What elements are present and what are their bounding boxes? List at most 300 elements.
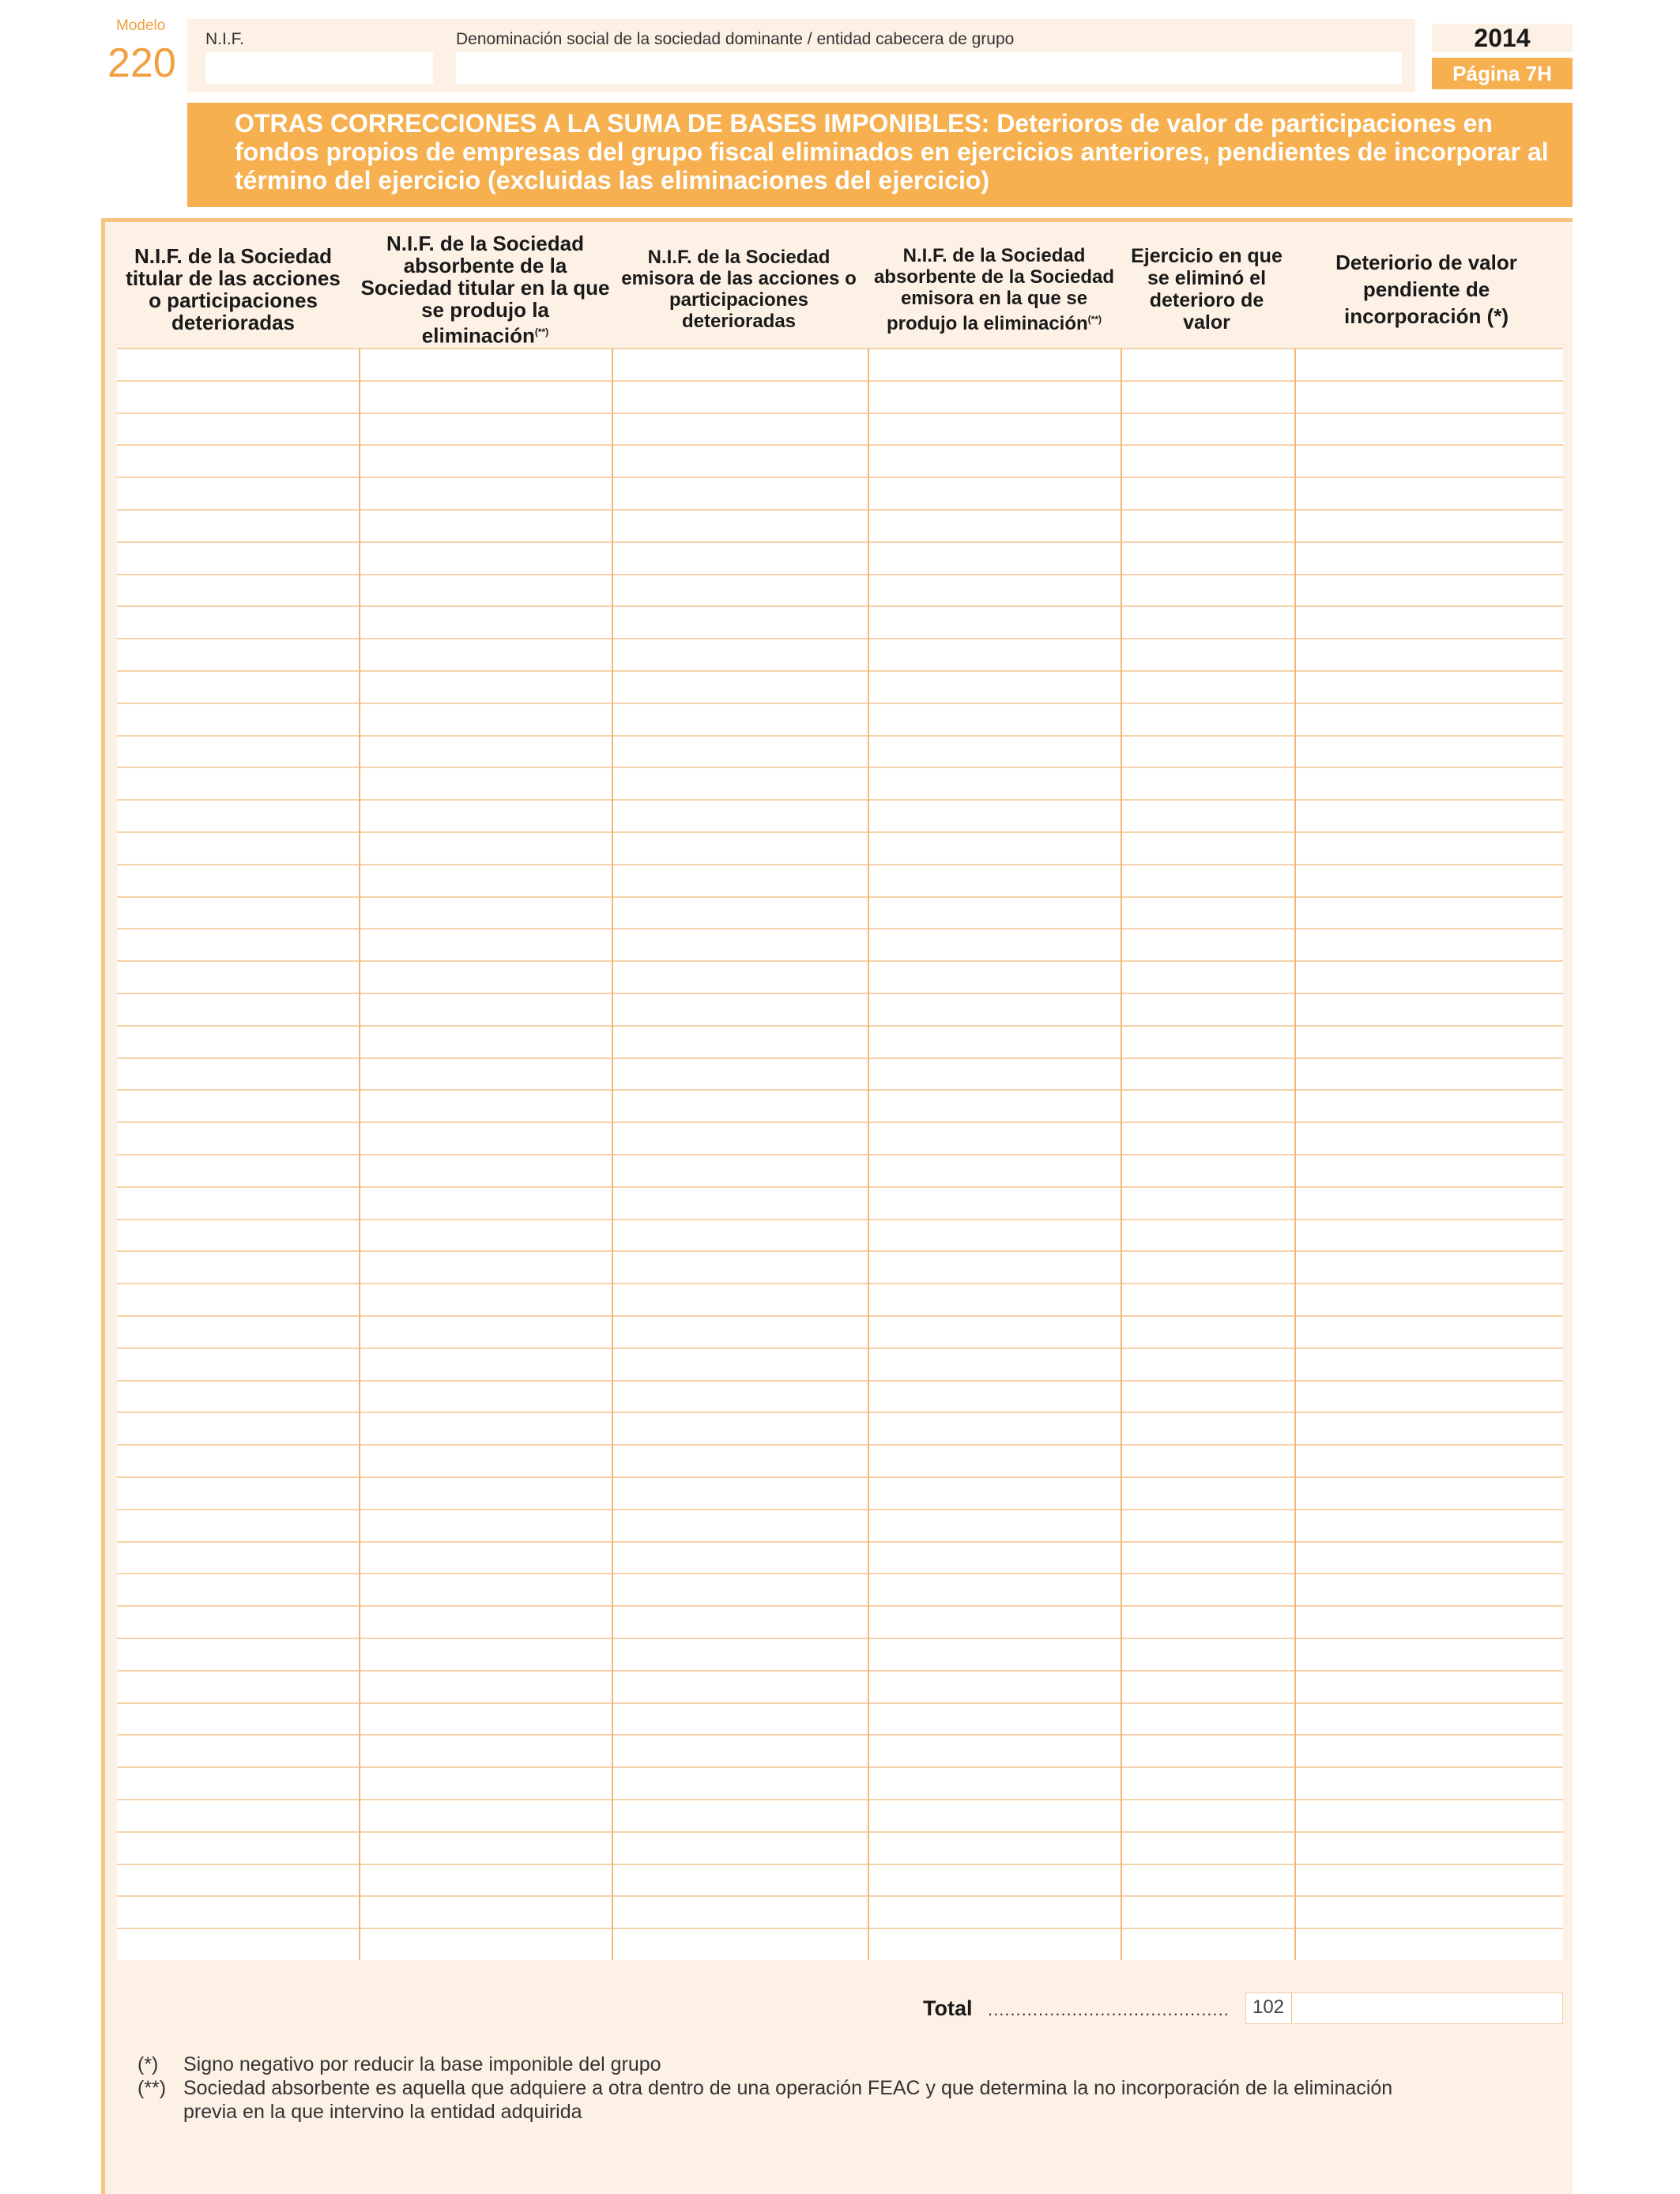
table-cell[interactable] xyxy=(359,1865,612,1896)
table-cell[interactable] xyxy=(359,1833,612,1864)
table-cell[interactable] xyxy=(117,607,359,638)
table-cell[interactable] xyxy=(1294,543,1563,574)
table-cell[interactable] xyxy=(868,1317,1121,1348)
table-cell[interactable] xyxy=(1121,1446,1294,1476)
table-cell[interactable] xyxy=(1294,1478,1563,1509)
table-cell[interactable] xyxy=(1121,672,1294,703)
table-cell[interactable] xyxy=(868,833,1121,864)
table-cell[interactable] xyxy=(868,1897,1121,1928)
table-cell[interactable] xyxy=(612,962,868,993)
table-cell[interactable] xyxy=(1121,1897,1294,1928)
table-cell[interactable] xyxy=(1294,1510,1563,1541)
table-cell[interactable] xyxy=(359,962,612,993)
table-cell[interactable] xyxy=(1121,1478,1294,1509)
table-cell[interactable] xyxy=(117,994,359,1025)
table-cell[interactable] xyxy=(1121,1543,1294,1574)
table-cell[interactable] xyxy=(359,1027,612,1057)
table-cell[interactable] xyxy=(117,1027,359,1057)
table-cell[interactable] xyxy=(1121,639,1294,670)
table-cell[interactable] xyxy=(117,1897,359,1928)
table-cell[interactable] xyxy=(868,994,1121,1025)
table-cell[interactable] xyxy=(1121,833,1294,864)
table-cell[interactable] xyxy=(868,1704,1121,1735)
table-cell[interactable] xyxy=(868,414,1121,445)
table-cell[interactable] xyxy=(1121,768,1294,799)
table-cell[interactable] xyxy=(868,1349,1121,1380)
table-cell[interactable] xyxy=(868,1800,1121,1831)
table-cell[interactable] xyxy=(117,737,359,767)
table-cell[interactable] xyxy=(117,1607,359,1638)
table-cell[interactable] xyxy=(1121,478,1294,509)
table-cell[interactable] xyxy=(1294,1607,1563,1638)
table-cell[interactable] xyxy=(612,1252,868,1283)
table-cell[interactable] xyxy=(359,1543,612,1574)
table-cell[interactable] xyxy=(612,478,868,509)
table-cell[interactable] xyxy=(1121,1865,1294,1896)
table-cell[interactable] xyxy=(868,511,1121,541)
table-cell[interactable] xyxy=(359,1897,612,1928)
table-cell[interactable] xyxy=(868,478,1121,509)
table-cell[interactable] xyxy=(117,1639,359,1670)
table-cell[interactable] xyxy=(117,382,359,413)
table-cell[interactable] xyxy=(1294,1059,1563,1090)
table-cell[interactable] xyxy=(868,1091,1121,1122)
table-cell[interactable] xyxy=(117,801,359,831)
table-cell[interactable] xyxy=(612,704,868,735)
table-cell[interactable] xyxy=(1121,704,1294,735)
table-cell[interactable] xyxy=(1294,1639,1563,1670)
table-cell[interactable] xyxy=(1121,1510,1294,1541)
table-cell[interactable] xyxy=(612,801,868,831)
table-cell[interactable] xyxy=(359,929,612,960)
table-cell[interactable] xyxy=(117,1188,359,1219)
table-cell[interactable] xyxy=(1294,607,1563,638)
table-cell[interactable] xyxy=(1294,1865,1563,1896)
table-cell[interactable] xyxy=(117,1155,359,1186)
table-cell[interactable] xyxy=(612,446,868,477)
table-cell[interactable] xyxy=(359,1413,612,1444)
table-cell[interactable] xyxy=(359,1639,612,1670)
table-cell[interactable] xyxy=(612,1091,868,1122)
table-cell[interactable] xyxy=(1121,1768,1294,1799)
table-cell[interactable] xyxy=(359,1736,612,1766)
table-cell[interactable] xyxy=(868,1059,1121,1090)
table-cell[interactable] xyxy=(1121,414,1294,445)
table-cell[interactable] xyxy=(612,737,868,767)
table-cell[interactable] xyxy=(359,704,612,735)
table-cell[interactable] xyxy=(359,1478,612,1509)
table-cell[interactable] xyxy=(117,1736,359,1766)
table-cell[interactable] xyxy=(359,1768,612,1799)
table-cell[interactable] xyxy=(1294,1317,1563,1348)
table-cell[interactable] xyxy=(117,768,359,799)
table-cell[interactable] xyxy=(1294,1574,1563,1605)
table-cell[interactable] xyxy=(1121,1929,1294,1960)
table-cell[interactable] xyxy=(359,511,612,541)
table-cell[interactable] xyxy=(868,1510,1121,1541)
table-cell[interactable] xyxy=(1121,1574,1294,1605)
table-cell[interactable] xyxy=(612,511,868,541)
nif-field[interactable] xyxy=(205,52,433,84)
table-cell[interactable] xyxy=(359,1382,612,1412)
table-cell[interactable] xyxy=(1121,1382,1294,1412)
table-cell[interactable] xyxy=(359,737,612,767)
table-cell[interactable] xyxy=(359,1510,612,1541)
table-cell[interactable] xyxy=(117,1478,359,1509)
table-cell[interactable] xyxy=(1121,1317,1294,1348)
table-cell[interactable] xyxy=(868,1574,1121,1605)
table-cell[interactable] xyxy=(612,994,868,1025)
table-cell[interactable] xyxy=(612,865,868,896)
table-cell[interactable] xyxy=(1121,1413,1294,1444)
table-cell[interactable] xyxy=(117,1768,359,1799)
table-cell[interactable] xyxy=(359,1446,612,1476)
table-cell[interactable] xyxy=(612,575,868,606)
table-cell[interactable] xyxy=(1294,898,1563,929)
table-cell[interactable] xyxy=(117,672,359,703)
table-cell[interactable] xyxy=(1121,865,1294,896)
table-cell[interactable] xyxy=(612,1220,868,1251)
table-cell[interactable] xyxy=(868,865,1121,896)
table-cell[interactable] xyxy=(359,1220,612,1251)
table-cell[interactable] xyxy=(117,929,359,960)
table-cell[interactable] xyxy=(612,1736,868,1766)
table-cell[interactable] xyxy=(117,1252,359,1283)
table-cell[interactable] xyxy=(359,865,612,896)
table-cell[interactable] xyxy=(1294,1446,1563,1476)
table-cell[interactable] xyxy=(117,1317,359,1348)
table-cell[interactable] xyxy=(612,898,868,929)
table-cell[interactable] xyxy=(1121,1833,1294,1864)
table-cell[interactable] xyxy=(1121,1284,1294,1315)
table-cell[interactable] xyxy=(1294,1833,1563,1864)
table-cell[interactable] xyxy=(868,1413,1121,1444)
table-cell[interactable] xyxy=(868,1929,1121,1960)
table-cell[interactable] xyxy=(359,833,612,864)
table-cell[interactable] xyxy=(117,1382,359,1412)
table-cell[interactable] xyxy=(1294,414,1563,445)
table-cell[interactable] xyxy=(1294,1672,1563,1702)
denominacion-field[interactable] xyxy=(456,52,1402,84)
table-cell[interactable] xyxy=(359,1252,612,1283)
table-cell[interactable] xyxy=(359,898,612,929)
table-cell[interactable] xyxy=(1294,1252,1563,1283)
table-cell[interactable] xyxy=(612,1897,868,1928)
table-cell[interactable] xyxy=(868,1833,1121,1864)
table-cell[interactable] xyxy=(612,1317,868,1348)
table-cell[interactable] xyxy=(1121,898,1294,929)
table-cell[interactable] xyxy=(868,704,1121,735)
table-cell[interactable] xyxy=(117,1833,359,1864)
table-cell[interactable] xyxy=(1294,768,1563,799)
table-cell[interactable] xyxy=(359,414,612,445)
table-cell[interactable] xyxy=(359,1188,612,1219)
table-cell[interactable] xyxy=(359,1704,612,1735)
table-cell[interactable] xyxy=(1121,543,1294,574)
table-cell[interactable] xyxy=(868,349,1121,380)
table-cell[interactable] xyxy=(612,639,868,670)
table-cell[interactable] xyxy=(359,1574,612,1605)
table-cell[interactable] xyxy=(1121,607,1294,638)
table-cell[interactable] xyxy=(868,1672,1121,1702)
table-cell[interactable] xyxy=(359,1059,612,1090)
table-cell[interactable] xyxy=(868,672,1121,703)
table-cell[interactable] xyxy=(868,1155,1121,1186)
table-cell[interactable] xyxy=(868,768,1121,799)
table-cell[interactable] xyxy=(868,382,1121,413)
table-cell[interactable] xyxy=(1294,1800,1563,1831)
table-cell[interactable] xyxy=(868,446,1121,477)
table-cell[interactable] xyxy=(1121,1252,1294,1283)
table-cell[interactable] xyxy=(1294,994,1563,1025)
table-cell[interactable] xyxy=(359,575,612,606)
table-cell[interactable] xyxy=(359,1284,612,1315)
table-cell[interactable] xyxy=(117,543,359,574)
table-cell[interactable] xyxy=(359,994,612,1025)
table-cell[interactable] xyxy=(612,1768,868,1799)
table-cell[interactable] xyxy=(868,1123,1121,1154)
table-cell[interactable] xyxy=(117,1929,359,1960)
table-cell[interactable] xyxy=(1121,1607,1294,1638)
table-cell[interactable] xyxy=(612,1478,868,1509)
table-cell[interactable] xyxy=(359,1317,612,1348)
table-cell[interactable] xyxy=(868,1446,1121,1476)
table-cell[interactable] xyxy=(612,1284,868,1315)
table-cell[interactable] xyxy=(1294,1897,1563,1928)
table-cell[interactable] xyxy=(1121,1672,1294,1702)
table-cell[interactable] xyxy=(1294,446,1563,477)
table-cell[interactable] xyxy=(117,1349,359,1380)
table-cell[interactable] xyxy=(612,1607,868,1638)
table-cell[interactable] xyxy=(1294,929,1563,960)
table-cell[interactable] xyxy=(1121,801,1294,831)
table-cell[interactable] xyxy=(117,1672,359,1702)
table-cell[interactable] xyxy=(1294,1027,1563,1057)
table-cell[interactable] xyxy=(868,1382,1121,1412)
table-cell[interactable] xyxy=(1121,446,1294,477)
table-cell[interactable] xyxy=(1294,865,1563,896)
table-cell[interactable] xyxy=(1121,1123,1294,1154)
table-cell[interactable] xyxy=(117,478,359,509)
table-cell[interactable] xyxy=(612,768,868,799)
table-cell[interactable] xyxy=(612,349,868,380)
table-cell[interactable] xyxy=(359,1349,612,1380)
table-cell[interactable] xyxy=(868,1220,1121,1251)
table-cell[interactable] xyxy=(359,801,612,831)
table-cell[interactable] xyxy=(359,1607,612,1638)
table-cell[interactable] xyxy=(359,1929,612,1960)
total-value-field[interactable] xyxy=(1245,1992,1563,2024)
table-cell[interactable] xyxy=(1294,1736,1563,1766)
table-cell[interactable] xyxy=(868,639,1121,670)
table-cell[interactable] xyxy=(117,1865,359,1896)
table-cell[interactable] xyxy=(1294,349,1563,380)
table-cell[interactable] xyxy=(117,962,359,993)
table-cell[interactable] xyxy=(612,1059,868,1090)
table-cell[interactable] xyxy=(117,865,359,896)
table-cell[interactable] xyxy=(612,1929,868,1960)
table-cell[interactable] xyxy=(117,1800,359,1831)
table-cell[interactable] xyxy=(117,898,359,929)
table-cell[interactable] xyxy=(1294,382,1563,413)
table-cell[interactable] xyxy=(117,639,359,670)
table-cell[interactable] xyxy=(1121,1800,1294,1831)
table-cell[interactable] xyxy=(612,833,868,864)
table-cell[interactable] xyxy=(1121,382,1294,413)
table-cell[interactable] xyxy=(612,1800,868,1831)
table-cell[interactable] xyxy=(868,1768,1121,1799)
table-cell[interactable] xyxy=(1121,1349,1294,1380)
table-cell[interactable] xyxy=(1294,1349,1563,1380)
table-cell[interactable] xyxy=(1294,833,1563,864)
table-cell[interactable] xyxy=(612,1446,868,1476)
table-cell[interactable] xyxy=(1121,1639,1294,1670)
table-cell[interactable] xyxy=(868,1543,1121,1574)
table-cell[interactable] xyxy=(612,1833,868,1864)
table-cell[interactable] xyxy=(1294,1413,1563,1444)
table-cell[interactable] xyxy=(1121,1736,1294,1766)
table-cell[interactable] xyxy=(612,1349,868,1380)
table-cell[interactable] xyxy=(1121,1027,1294,1057)
table-cell[interactable] xyxy=(117,1091,359,1122)
table-cell[interactable] xyxy=(1294,1284,1563,1315)
table-cell[interactable] xyxy=(359,1800,612,1831)
table-cell[interactable] xyxy=(117,704,359,735)
table-cell[interactable] xyxy=(117,1284,359,1315)
table-cell[interactable] xyxy=(868,898,1121,929)
table-cell[interactable] xyxy=(1294,801,1563,831)
table-cell[interactable] xyxy=(117,349,359,380)
table-cell[interactable] xyxy=(1294,575,1563,606)
table-cell[interactable] xyxy=(868,1639,1121,1670)
table-cell[interactable] xyxy=(117,1059,359,1090)
table-cell[interactable] xyxy=(1294,639,1563,670)
table-cell[interactable] xyxy=(868,962,1121,993)
table-cell[interactable] xyxy=(1294,1543,1563,1574)
table-cell[interactable] xyxy=(612,1574,868,1605)
table-cell[interactable] xyxy=(117,1510,359,1541)
table-cell[interactable] xyxy=(868,543,1121,574)
table-cell[interactable] xyxy=(1294,1704,1563,1735)
table-cell[interactable] xyxy=(868,607,1121,638)
table-cell[interactable] xyxy=(117,1574,359,1605)
table-cell[interactable] xyxy=(1121,1220,1294,1251)
table-cell[interactable] xyxy=(1294,1123,1563,1154)
table-cell[interactable] xyxy=(1121,1059,1294,1090)
table-cell[interactable] xyxy=(868,1736,1121,1766)
table-cell[interactable] xyxy=(1294,704,1563,735)
table-cell[interactable] xyxy=(1121,349,1294,380)
table-cell[interactable] xyxy=(1294,1768,1563,1799)
table-cell[interactable] xyxy=(612,382,868,413)
table-cell[interactable] xyxy=(612,1543,868,1574)
table-cell[interactable] xyxy=(1121,575,1294,606)
table-cell[interactable] xyxy=(1294,1155,1563,1186)
table-cell[interactable] xyxy=(359,543,612,574)
table-cell[interactable] xyxy=(359,768,612,799)
table-cell[interactable] xyxy=(612,414,868,445)
table-cell[interactable] xyxy=(117,446,359,477)
table-cell[interactable] xyxy=(359,1155,612,1186)
table-cell[interactable] xyxy=(1294,1929,1563,1960)
table-cell[interactable] xyxy=(612,543,868,574)
table-cell[interactable] xyxy=(612,1188,868,1219)
table-cell[interactable] xyxy=(1294,1382,1563,1412)
table-cell[interactable] xyxy=(1121,1155,1294,1186)
table-cell[interactable] xyxy=(1121,1091,1294,1122)
table-cell[interactable] xyxy=(1121,929,1294,960)
table-cell[interactable] xyxy=(359,1672,612,1702)
table-cell[interactable] xyxy=(868,1865,1121,1896)
table-cell[interactable] xyxy=(612,1639,868,1670)
table-cell[interactable] xyxy=(359,672,612,703)
table-cell[interactable] xyxy=(612,1027,868,1057)
table-cell[interactable] xyxy=(1294,511,1563,541)
table-cell[interactable] xyxy=(1294,737,1563,767)
table-cell[interactable] xyxy=(612,929,868,960)
table-cell[interactable] xyxy=(1294,1091,1563,1122)
table-cell[interactable] xyxy=(117,511,359,541)
table-cell[interactable] xyxy=(117,1446,359,1476)
table-cell[interactable] xyxy=(117,575,359,606)
table-cell[interactable] xyxy=(117,1123,359,1154)
table-cell[interactable] xyxy=(868,737,1121,767)
table-cell[interactable] xyxy=(612,607,868,638)
table-cell[interactable] xyxy=(868,575,1121,606)
table-cell[interactable] xyxy=(868,1607,1121,1638)
table-cell[interactable] xyxy=(612,1123,868,1154)
table-cell[interactable] xyxy=(1294,1188,1563,1219)
table-cell[interactable] xyxy=(868,1284,1121,1315)
table-cell[interactable] xyxy=(612,1413,868,1444)
table-cell[interactable] xyxy=(1121,737,1294,767)
table-cell[interactable] xyxy=(359,1091,612,1122)
table-cell[interactable] xyxy=(117,1704,359,1735)
table-cell[interactable] xyxy=(612,672,868,703)
table-cell[interactable] xyxy=(359,1123,612,1154)
table-cell[interactable] xyxy=(868,1252,1121,1283)
table-cell[interactable] xyxy=(117,414,359,445)
table-cell[interactable] xyxy=(359,349,612,380)
table-cell[interactable] xyxy=(1121,994,1294,1025)
table-cell[interactable] xyxy=(359,446,612,477)
table-cell[interactable] xyxy=(117,1413,359,1444)
table-cell[interactable] xyxy=(868,1027,1121,1057)
table-cell[interactable] xyxy=(1121,511,1294,541)
table-cell[interactable] xyxy=(868,929,1121,960)
table-cell[interactable] xyxy=(1121,1188,1294,1219)
table-cell[interactable] xyxy=(1121,1704,1294,1735)
table-cell[interactable] xyxy=(359,382,612,413)
table-cell[interactable] xyxy=(117,833,359,864)
table-cell[interactable] xyxy=(1294,962,1563,993)
table-cell[interactable] xyxy=(612,1155,868,1186)
table-cell[interactable] xyxy=(612,1672,868,1702)
table-cell[interactable] xyxy=(1294,1220,1563,1251)
table-cell[interactable] xyxy=(1294,478,1563,509)
table-cell[interactable] xyxy=(612,1382,868,1412)
table-cell[interactable] xyxy=(868,801,1121,831)
table-cell[interactable] xyxy=(868,1188,1121,1219)
table-cell[interactable] xyxy=(359,478,612,509)
table-cell[interactable] xyxy=(117,1543,359,1574)
table-cell[interactable] xyxy=(612,1704,868,1735)
table-cell[interactable] xyxy=(359,639,612,670)
table-cell[interactable] xyxy=(1294,672,1563,703)
table-cell[interactable] xyxy=(612,1865,868,1896)
table-cell[interactable] xyxy=(868,1478,1121,1509)
table-cell[interactable] xyxy=(612,1510,868,1541)
